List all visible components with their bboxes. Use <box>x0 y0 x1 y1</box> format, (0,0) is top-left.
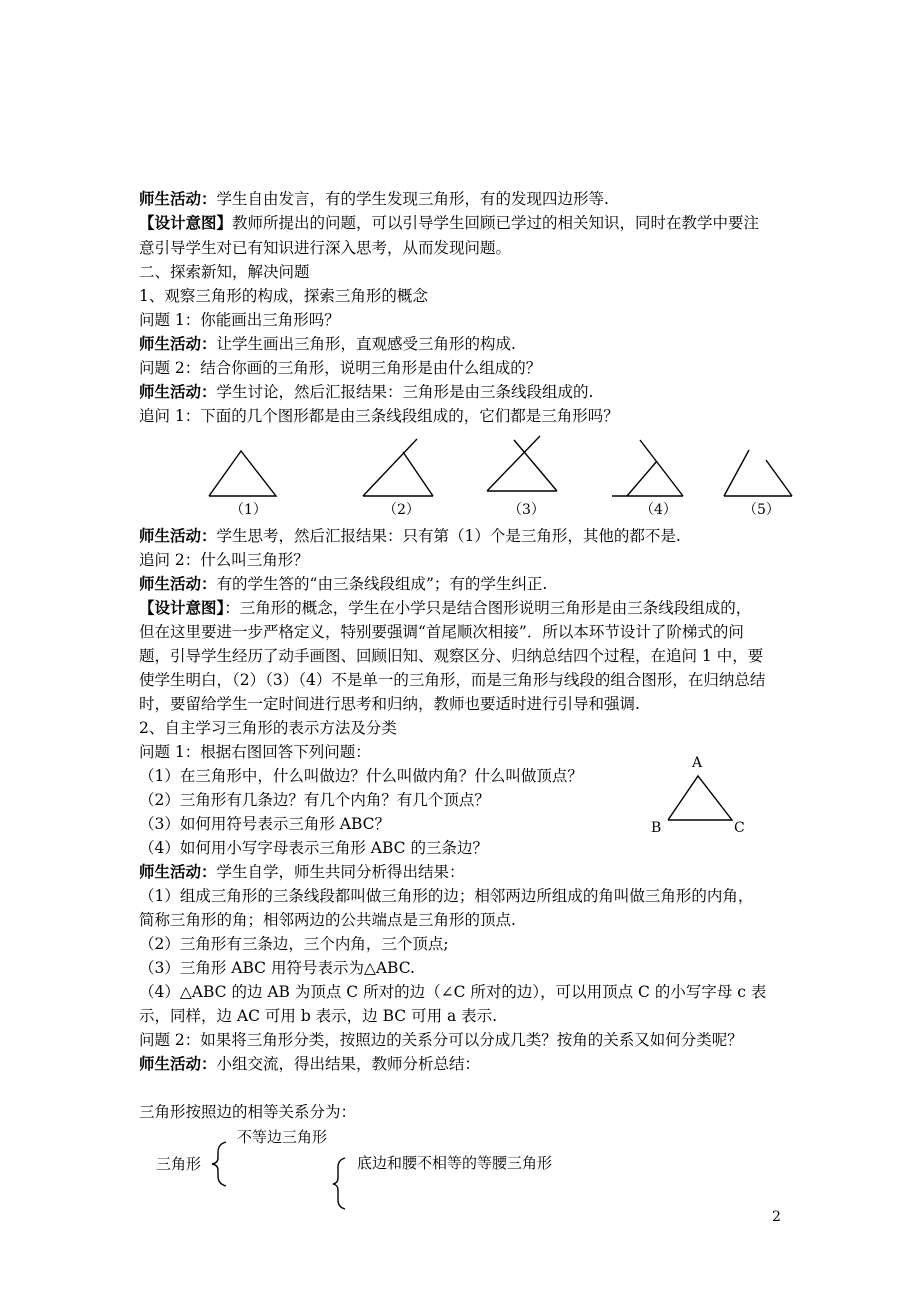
line-text: 三角形按照边的相等关系分为： <box>139 1103 357 1121</box>
vertex-label-a: A <box>692 755 703 771</box>
line-text: 但在这里要进一步严格定义，特别要强调“首尾顺次相接”．所以本环节设计了阶梯式的问 <box>139 623 744 641</box>
line-label: 师生活动： <box>139 862 217 881</box>
line-text: 让学生画出三角形，直观感受三角形的构成. <box>216 335 516 353</box>
vertex-label-b: B <box>651 820 662 836</box>
figure-3-segment <box>514 440 557 491</box>
line-text: 学生自由发言，有的学生发现三角形，有的发现四边形等. <box>216 190 609 208</box>
triangle-abc <box>668 776 732 820</box>
figure-label: （3） <box>508 502 545 518</box>
line-text: 追问 2：什么叫三角形？ <box>139 551 309 569</box>
line-label: 师生活动： <box>139 382 217 401</box>
line-label: 师生活动： <box>139 1054 217 1073</box>
line-text: 题，引导学生经历了动手画图、回顾旧知、观察区分、归纳总结四个过程，在追问 1 中，要 <box>139 647 764 665</box>
line-text: 追问 1：下面的几个图形都是由三条线段组成的，它们都是三角形吗？ <box>139 407 619 425</box>
line-text: 示，同样，边 AC 可用 b 表示，边 BC 可用 a 表示. <box>139 1007 498 1025</box>
figure-4-segment <box>627 461 657 496</box>
line-text: （2）三角形有几条边？有几个内角？有几个顶点？ <box>139 791 490 809</box>
figure-5-segment <box>766 460 792 496</box>
line-label: 【设计意图】 <box>139 598 225 617</box>
line-text: 问题 1：你能画出三角形吗？ <box>139 311 340 329</box>
line-text: （3）三角形 ABC 用符号表示为△ABC. <box>139 959 415 977</box>
line-text: 有的学生答的“由三条线段组成”；有的学生纠正. <box>216 575 548 593</box>
line-text: 教师所提出的问题，可以引导学生回顾已学过的相关知识，同时在教学中要注 <box>232 214 760 232</box>
classification-item-1: 不等边三角形 <box>237 1128 328 1146</box>
line-label: 师生活动： <box>139 334 217 353</box>
line-text: （3）如何用符号表示三角形 ABC？ <box>139 815 391 833</box>
line-text: 学生思考，然后汇报结果：只有第（1）个是三角形，其他的都不是. <box>216 527 681 545</box>
figure-3-segment <box>487 436 540 491</box>
vertex-label-c: C <box>734 820 745 836</box>
line-text: 学生讨论，然后汇报结果：三角形是由三条线段组成的. <box>216 383 594 401</box>
page-number: 2 <box>772 1209 781 1225</box>
line-text: 使学生明白，（2）（3）（4）不是单一的三角形，而是三角形与线段的组合图形，在归纳总结 <box>139 671 766 689</box>
figure-2-segment <box>363 439 417 496</box>
line-text: （4）△ABC 的边 AB 为顶点 C 所对的边（∠C 所对的边），可以用顶点 C 的小写字母 c 表 <box>139 983 767 1001</box>
figure-2-segment <box>403 452 433 496</box>
line-text: 2、自主学习三角形的表示方法及分类 <box>139 719 397 737</box>
line-text: 意引导学生对已有知识进行深入思考，从而发现问题。 <box>139 239 512 257</box>
line-text: 问题 1：根据右图回答下列问题： <box>139 743 371 761</box>
classification-item-2: 底边和腰不相等的等腰三角形 <box>357 1154 553 1172</box>
left-brace <box>212 1142 226 1186</box>
line-text: 时，要留给学生一定时间进行思考和归纳，教师也要适时进行引导和强调. <box>139 695 640 713</box>
figure-label: （1） <box>230 502 267 518</box>
line-label: 师生活动： <box>139 189 217 208</box>
line-text: （4）如何用小写字母表示三角形 ABC 的三条边？ <box>139 839 488 857</box>
line-text: ：三角形的概念，学生在小学只是结合图形说明三角形是由三条线段组成的， <box>224 599 752 617</box>
line-label: 师生活动： <box>139 526 217 545</box>
line-text: 简称三角形的角；相邻两边的公共端点是三角形的顶点. <box>139 911 516 929</box>
inner-brace <box>333 1158 345 1209</box>
line-text: 小组交流，得出结果，教师分析总结： <box>216 1055 481 1073</box>
figure-label: （4） <box>640 502 677 518</box>
line-text: 二、探索新知，解决问题 <box>139 263 310 281</box>
line-text: （1）组成三角形的三条线段都叫做三角形的边；相邻两边所组成的角叫做三角形的内角， <box>139 887 754 905</box>
line-text: （1）在三角形中，什么叫做边？什么叫做内角？什么叫做顶点？ <box>139 767 583 785</box>
figure-label: （2） <box>383 502 420 518</box>
line-label: 师生活动： <box>139 574 217 593</box>
figure-5-segment <box>724 450 749 496</box>
classification-root: 三角形 <box>156 1155 202 1173</box>
figure-4-segment <box>640 440 683 496</box>
line-text: 学生自学，师生共同分析得出结果： <box>216 863 465 881</box>
line-text: （2）三角形有三条边，三个内角，三个顶点; <box>139 935 449 953</box>
line-label: 【设计意图】 <box>139 213 233 232</box>
line-text: 问题 2：结合你画的三角形，说明三角形是由什么组成的？ <box>139 359 542 377</box>
line-text: 1、观察三角形的构成，探索三角形的概念 <box>139 287 428 305</box>
line-text: 问题 2：如果将三角形分类，按照边的关系分可以分成几类？按角的关系又如何分类呢？ <box>139 1031 743 1049</box>
figure-1-triangle <box>209 451 276 496</box>
figure-label: （5） <box>743 502 780 518</box>
